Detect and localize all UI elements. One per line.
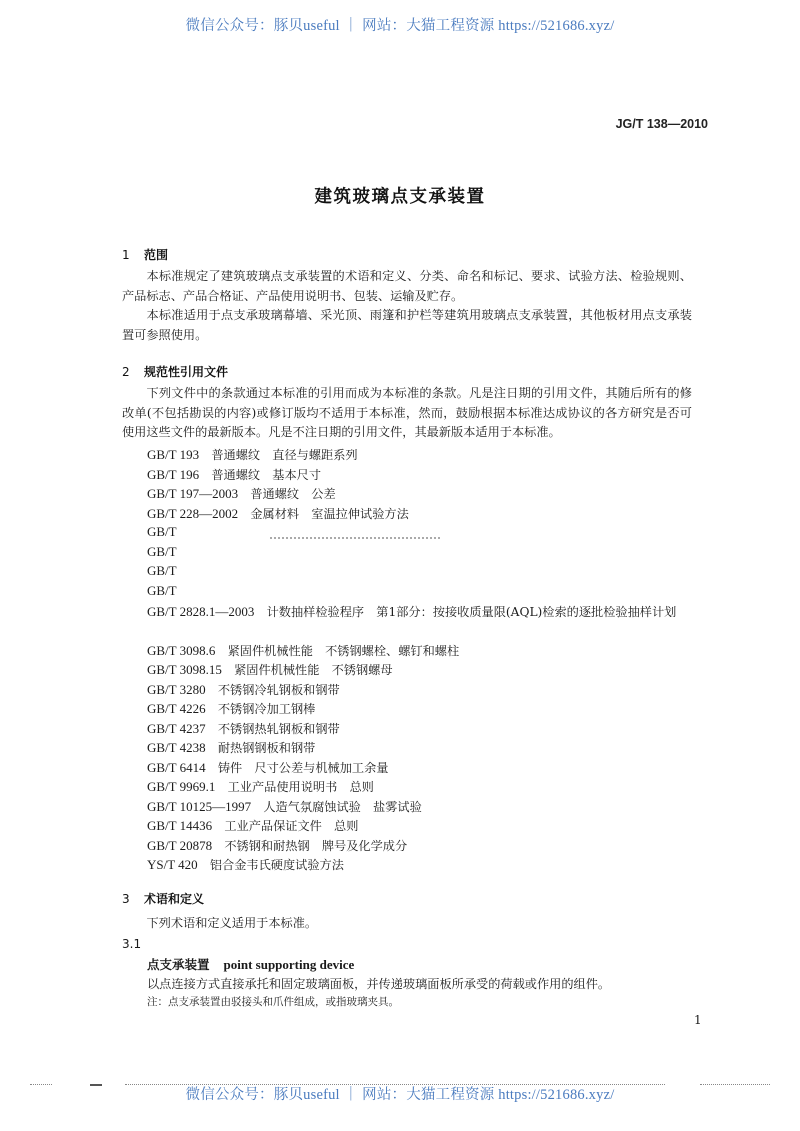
- section-2-heading: [122, 363, 228, 380]
- section-number: 2: [122, 365, 130, 379]
- reference-item: GB/T 9969.1 工业产品使用说明书 总则: [147, 779, 374, 794]
- term-note: 注：点支承装置由驳接头和爪件组成，或指玻璃夹具。: [147, 996, 399, 1008]
- term-definition: 以点连接方式直接承托和固定玻璃面板，并传递玻璃面板所承受的荷载或作用的组件。: [147, 977, 611, 991]
- section-1-heading: [122, 246, 168, 263]
- reference-item: GB/T: [147, 524, 177, 539]
- reference-item: GB/T 3098.15 紧固件机械性能 不锈钢螺母: [147, 662, 393, 677]
- reference-item: GB/T 228—2002 金属材料 室温拉伸试验方法: [147, 506, 409, 521]
- reference-item: GB/T 3098.6 紧固件机械性能 不锈钢螺栓、螺钉和螺柱: [147, 643, 460, 658]
- reference-item: GB/T 20878 不锈钢和耐热钢 牌号及化学成分: [147, 838, 408, 853]
- section-1-paragraph-1: 本标准规定了建筑玻璃点支承装置的术语和定义、分类、命名和标记、要求、试验方法、检验规则、产品标志、产品合格证、产品使用说明书、包装、运输及贮存。: [122, 269, 692, 303]
- term-english: point supporting device: [223, 957, 355, 972]
- document-title: 建筑玻璃点支承装置: [314, 187, 486, 207]
- reference-item: GB/T 197—2003 普通螺纹 公差: [147, 486, 336, 501]
- section-title: 术语和定义: [144, 892, 205, 906]
- reference-item: GB/T 4226 不锈钢冷加工钢棒: [147, 701, 316, 716]
- section-number: 1: [122, 248, 130, 262]
- section-title: 范围: [144, 248, 169, 262]
- reference-item: GB/T 2828.1—2003 计数抽样检验程序 第1部分：按接收质量限(AQL)检索的逐批检验抽样计划: [147, 604, 677, 619]
- section-title: 规范性引用文件: [144, 365, 229, 379]
- term-chinese: 点支承装置: [147, 957, 210, 972]
- faint-text-fragment: [270, 537, 440, 541]
- term-number: 3.1: [122, 937, 142, 951]
- term-heading: [147, 955, 354, 973]
- reference-item: GB/T 6414 铸件 尺寸公差与机械加工余量: [147, 760, 389, 775]
- section-3-heading: [122, 890, 204, 907]
- reference-item: GB/T: [147, 563, 177, 578]
- reference-item: GB/T: [147, 583, 177, 598]
- reference-item: GB/T 3280 不锈钢冷轧钢板和钢带: [147, 682, 340, 697]
- reference-item: GB/T 196 普通螺纹 基本尺寸: [147, 467, 322, 482]
- standard-code: JG/T 138—2010: [615, 117, 708, 131]
- page-number: 1: [694, 1013, 702, 1027]
- reference-item: YS/T 420 铝合金韦氏硬度试验方法: [147, 857, 344, 872]
- section-2-intro: 下列文件中的条款通过本标准的引用而成为本标准的条款。凡是注日期的引用文件，其随后所有的修改单(不包括勘误的内容)或修订版均不适用于本标准，然而，鼓励根据本标准达成协议的各方研究是否可使用这些文件的最新版本。凡是不注日期的引用文件，其最新版本适用于本标准。: [122, 386, 692, 440]
- section-number: 3: [122, 892, 130, 906]
- reference-item: GB/T 10125—1997 人造气氛腐蚀试验 盐雾试验: [147, 799, 422, 814]
- reference-item: GB/T: [147, 544, 177, 559]
- reference-item: GB/T 193 普通螺纹 直径与螺距系列: [147, 447, 358, 462]
- section-1-paragraph-2: 本标准适用于点支承玻璃幕墙、采光顶、雨篷和护栏等建筑用玻璃点支承装置，其他板材用点支承装置可参照使用。: [122, 308, 692, 342]
- watermark-bottom: 微信公众号：豚贝useful ｜ 网站：大猫工程资源 https://521686.xyz/: [185, 1087, 615, 1103]
- reference-item: GB/T 4238 耐热钢钢板和钢带: [147, 740, 316, 755]
- section-3-intro: 下列术语和定义适用于本标准。: [146, 916, 318, 930]
- reference-item: GB/T 4237 不锈钢热轧钢板和钢带: [147, 721, 340, 736]
- watermark-top: 微信公众号：豚贝useful ｜ 网站：大猫工程资源 https://521686.xyz/: [185, 18, 615, 34]
- reference-item: GB/T 14436 工业产品保证文件 总则: [147, 818, 359, 833]
